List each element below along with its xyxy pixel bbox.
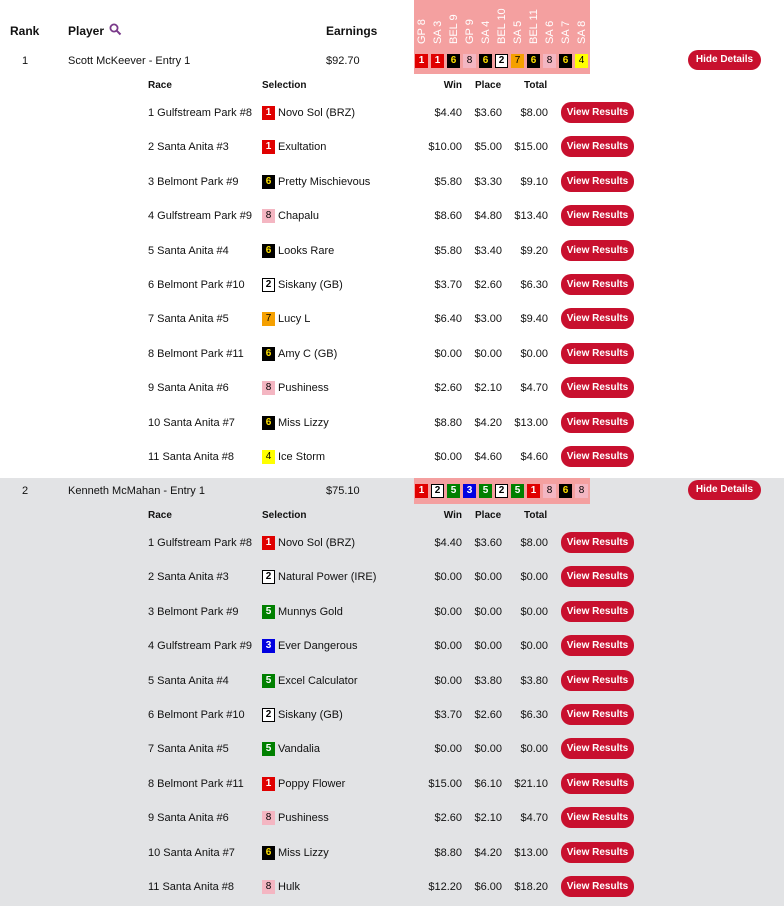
view-results-button[interactable]: View Results	[561, 842, 634, 863]
program-number-badge: 1	[262, 140, 275, 154]
place-payout: $6.00	[474, 880, 502, 893]
program-number-badge: 6	[262, 416, 275, 430]
program-number-badge: 5	[447, 484, 460, 498]
details-header-place: Place	[475, 80, 502, 91]
details-header-row	[0, 74, 784, 96]
program-number-badge: 1	[415, 54, 428, 68]
total-payout: $15.00	[514, 141, 548, 154]
place-payout: $3.60	[474, 107, 502, 119]
race-selection	[262, 742, 320, 756]
race-name: 6 Belmont Park #10	[148, 278, 245, 291]
race-detail-row	[0, 767, 784, 801]
details-header-row	[0, 504, 784, 526]
player-column-header: Player	[68, 24, 105, 38]
view-results-button[interactable]: View Results	[561, 308, 634, 329]
program-number-badge: 3	[463, 484, 476, 498]
details-header-selection: Selection	[262, 510, 307, 521]
win-payout: $12.20	[428, 880, 462, 893]
race-name: 2 Santa Anita #3	[148, 571, 229, 584]
program-number-badge: 2	[495, 54, 508, 68]
win-payout: $0.00	[434, 347, 462, 360]
details-header-total: Total	[524, 510, 548, 521]
race-column-header	[430, 0, 446, 48]
race-name: 4 Gulfstream Park #9	[148, 640, 252, 653]
total-payout: $9.10	[520, 175, 548, 188]
race-selection	[262, 605, 343, 619]
race-name: 6 Belmont Park #10	[148, 708, 245, 721]
program-number-badge: 8	[262, 381, 275, 395]
program-number-badge: 6	[479, 54, 492, 68]
win-payout: $0.00	[434, 640, 462, 653]
race-name: 8 Belmont Park #11	[148, 347, 244, 360]
program-number-badge: 1	[262, 536, 275, 550]
place-payout: $5.00	[474, 141, 502, 154]
view-results-button[interactable]: View Results	[561, 205, 634, 226]
horse-name: Natural Power (IRE)	[278, 571, 377, 584]
hide-details-button[interactable]: Hide Details	[688, 50, 761, 70]
view-results-button[interactable]: View Results	[561, 532, 634, 553]
race-name: 7 Santa Anita #5	[148, 743, 229, 756]
view-results-button[interactable]: View Results	[561, 670, 634, 691]
view-results-button[interactable]: View Results	[561, 412, 634, 433]
horse-name: Pretty Mischievous	[278, 175, 371, 188]
place-payout: $3.80	[474, 674, 502, 687]
race-detail-row	[0, 560, 784, 594]
race-selection	[262, 278, 343, 292]
total-payout: $0.00	[520, 347, 548, 360]
place-payout: $3.30	[474, 175, 502, 188]
details-header-race: Race	[148, 510, 172, 521]
win-payout: $8.60	[434, 210, 462, 223]
program-number-badge: 2	[262, 570, 275, 584]
race-column-label: GP 9	[464, 19, 476, 44]
race-selection	[262, 381, 329, 395]
win-payout: $4.40	[434, 537, 462, 549]
program-number-badge: 8	[543, 484, 556, 498]
view-results-button[interactable]: View Results	[561, 136, 634, 157]
place-payout: $6.10	[474, 777, 502, 790]
race-selection	[262, 416, 329, 430]
horse-name: Miss Lizzy	[278, 416, 329, 429]
program-number-badge: 8	[262, 880, 275, 894]
race-name: 5 Santa Anita #4	[148, 674, 229, 687]
win-payout: $15.00	[428, 777, 462, 790]
leaderboard-entry	[0, 48, 784, 474]
race-selection	[262, 570, 376, 584]
horse-name: Chapalu	[278, 210, 319, 223]
total-payout: $6.30	[520, 278, 548, 291]
horse-name: Vandalia	[278, 743, 320, 756]
race-column-header	[526, 0, 542, 48]
win-payout: $0.00	[434, 450, 462, 463]
horse-name: Siskany (GB)	[278, 708, 343, 721]
horse-name: Novo Sol (BRZ)	[278, 537, 356, 549]
program-number-badge: 1	[415, 484, 428, 498]
race-name: 9 Santa Anita #6	[148, 812, 229, 825]
race-column-header	[478, 0, 494, 48]
race-name: 11 Santa Anita #8	[148, 450, 235, 463]
details-header-total: Total	[524, 80, 548, 91]
race-detail-row	[0, 836, 784, 870]
details-header-race: Race	[148, 80, 172, 91]
horse-name: Novo Sol (BRZ)	[278, 107, 356, 119]
race-selection	[262, 639, 358, 653]
place-payout: $0.00	[474, 640, 502, 653]
program-number-badge: 5	[262, 605, 275, 619]
program-number-badge: 8	[463, 54, 476, 68]
race-detail-row	[0, 130, 784, 164]
place-payout: $3.60	[474, 537, 502, 549]
race-detail-row	[0, 268, 784, 302]
search-icon[interactable]	[109, 23, 122, 36]
race-detail-row	[0, 664, 784, 698]
race-column-label: BEL 9	[448, 14, 460, 44]
total-payout: $0.00	[520, 571, 548, 584]
win-payout: $2.60	[434, 812, 462, 825]
entry-summary-row	[0, 478, 784, 504]
race-column-label: BEL 10	[496, 8, 508, 44]
program-number-badge: 1	[262, 777, 275, 791]
race-detail-row	[0, 526, 784, 560]
place-payout: $3.40	[474, 244, 502, 257]
race-selection	[262, 347, 337, 361]
race-selection	[262, 312, 310, 326]
race-selection	[262, 450, 325, 464]
view-results-button[interactable]: View Results	[561, 773, 634, 794]
leaderboard-header	[0, 0, 784, 50]
total-payout: $18.20	[514, 880, 548, 893]
race-column-header	[510, 0, 526, 48]
horse-name: Amy C (GB)	[278, 347, 338, 360]
program-number-badge: 8	[575, 484, 588, 498]
view-results-button[interactable]: View Results	[561, 876, 634, 897]
horse-name: Excel Calculator	[278, 674, 358, 687]
place-payout: $2.60	[474, 708, 502, 721]
program-number-badge: 2	[495, 484, 508, 498]
program-number-badge: 6	[262, 175, 275, 189]
race-name: 3 Belmont Park #9	[148, 605, 239, 618]
view-results-button[interactable]: View Results	[561, 274, 634, 295]
race-detail-row	[0, 302, 784, 336]
horse-name: Pushiness	[278, 812, 329, 825]
place-payout: $0.00	[474, 605, 502, 618]
view-results-button[interactable]: View Results	[561, 566, 634, 587]
program-number-badge: 4	[575, 54, 588, 68]
race-detail-row	[0, 199, 784, 233]
view-results-button[interactable]: View Results	[561, 446, 634, 467]
race-detail-row	[0, 234, 784, 268]
race-column-label: SA 5	[512, 20, 524, 44]
win-payout: $0.00	[434, 674, 462, 687]
program-number-badge: 3	[262, 639, 275, 653]
race-column-label: SA 6	[544, 20, 556, 44]
win-payout: $10.00	[428, 141, 462, 154]
horse-name: Looks Rare	[278, 244, 335, 257]
race-name: 4 Gulfstream Park #9	[148, 210, 252, 223]
race-selection	[262, 175, 370, 189]
horse-name: Exultation	[278, 141, 327, 154]
horse-name: Lucy L	[278, 313, 311, 326]
race-selection	[262, 811, 329, 825]
race-selection	[262, 708, 343, 722]
race-name: 9 Santa Anita #6	[148, 382, 229, 395]
horse-name: Pushiness	[278, 382, 329, 395]
race-selection	[262, 536, 355, 550]
race-column-header	[462, 0, 478, 48]
race-column-header	[494, 0, 510, 48]
race-selection	[262, 777, 345, 791]
horse-name: Hulk	[278, 880, 301, 893]
program-number-badge: 6	[262, 846, 275, 860]
race-detail-row	[0, 96, 784, 130]
place-payout: $4.80	[474, 210, 502, 223]
race-selection	[262, 880, 300, 894]
view-results-button[interactable]: View Results	[561, 635, 634, 656]
race-detail-row	[0, 629, 784, 663]
race-column-header	[574, 0, 590, 48]
view-results-button[interactable]: View Results	[561, 343, 634, 364]
view-results-button[interactable]: View Results	[561, 704, 634, 725]
total-payout: $6.30	[520, 708, 548, 721]
race-column-header	[446, 0, 462, 48]
race-detail-row	[0, 870, 784, 904]
total-payout: $13.00	[514, 846, 548, 859]
place-payout: $4.60	[474, 450, 502, 463]
total-payout: $3.80	[520, 674, 548, 687]
entry-picks-strip	[414, 48, 590, 74]
race-detail-row	[0, 732, 784, 766]
total-payout: $4.70	[520, 382, 548, 395]
program-number-badge: 8	[543, 54, 556, 68]
place-payout: $2.10	[474, 812, 502, 825]
total-payout: $13.40	[514, 210, 548, 223]
place-payout: $3.00	[474, 313, 502, 326]
entry-earnings: $75.10	[326, 485, 360, 497]
race-detail-row	[0, 337, 784, 371]
race-name: 3 Belmont Park #9	[148, 175, 239, 188]
program-number-badge: 8	[262, 209, 275, 223]
win-payout: $2.60	[434, 382, 462, 395]
details-header-win: Win	[443, 510, 462, 521]
view-results-button[interactable]: View Results	[561, 601, 634, 622]
program-number-badge: 6	[447, 54, 460, 68]
race-detail-row	[0, 371, 784, 405]
total-payout: $4.70	[520, 812, 548, 825]
win-payout: $0.00	[434, 605, 462, 618]
total-payout: $8.00	[520, 107, 548, 119]
race-selection	[262, 674, 357, 688]
program-number-badge: 2	[262, 708, 275, 722]
entry-rank: 1	[22, 55, 29, 67]
program-number-badge: 4	[262, 450, 275, 464]
total-payout: $9.40	[520, 313, 548, 326]
total-payout: $8.00	[520, 537, 548, 549]
race-column-label: SA 4	[480, 20, 492, 44]
place-payout: $2.10	[474, 382, 502, 395]
race-selection	[262, 106, 355, 120]
total-payout: $13.00	[514, 416, 548, 429]
race-detail-row	[0, 801, 784, 835]
race-column-header	[414, 0, 430, 48]
win-payout: $5.80	[434, 175, 462, 188]
horse-name: Munnys Gold	[278, 605, 343, 618]
entry-player-name[interactable]: Scott McKeever - Entry 1	[68, 55, 191, 67]
race-name: 1 Gulfstream Park #8	[148, 107, 252, 119]
program-number-badge: 6	[527, 54, 540, 68]
race-name: 10 Santa Anita #7	[148, 846, 235, 859]
race-columns-header	[414, 0, 590, 48]
place-payout: $4.20	[474, 416, 502, 429]
win-payout: $0.00	[434, 743, 462, 756]
place-payout: $0.00	[474, 347, 502, 360]
win-payout: $0.00	[434, 571, 462, 584]
program-number-badge: 6	[559, 54, 572, 68]
race-detail-row	[0, 698, 784, 732]
program-number-badge: 2	[262, 278, 275, 292]
horse-name: Poppy Flower	[278, 777, 346, 790]
place-payout: $0.00	[474, 571, 502, 584]
rank-column-header: Rank	[10, 24, 40, 38]
race-column-header	[558, 0, 574, 48]
win-payout: $4.40	[434, 107, 462, 119]
race-column-label: SA 8	[576, 20, 588, 44]
entry-player-name[interactable]: Kenneth McMahan - Entry 1	[68, 485, 205, 497]
race-name: 8 Belmont Park #11	[148, 777, 244, 790]
race-name: 7 Santa Anita #5	[148, 313, 229, 326]
horse-name: Miss Lizzy	[278, 846, 329, 859]
race-selection	[262, 244, 334, 258]
race-name: 10 Santa Anita #7	[148, 416, 235, 429]
entry-summary-row	[0, 48, 784, 74]
place-payout: $2.60	[474, 278, 502, 291]
total-payout: $0.00	[520, 640, 548, 653]
race-selection	[262, 846, 329, 860]
win-payout: $8.80	[434, 846, 462, 859]
program-number-badge: 5	[511, 484, 524, 498]
race-column-label: BEL 11	[528, 9, 540, 44]
program-number-badge: 6	[262, 347, 275, 361]
view-results-button[interactable]: View Results	[561, 102, 634, 123]
race-name: 5 Santa Anita #4	[148, 244, 229, 257]
program-number-badge: 7	[511, 54, 524, 68]
program-number-badge: 8	[262, 811, 275, 825]
program-number-badge: 6	[559, 484, 572, 498]
win-payout: $5.80	[434, 244, 462, 257]
program-number-badge: 7	[262, 312, 275, 326]
race-detail-row	[0, 595, 784, 629]
race-selection	[262, 209, 319, 223]
program-number-badge: 5	[262, 742, 275, 756]
total-payout: $0.00	[520, 743, 548, 756]
program-number-badge: 2	[431, 484, 444, 498]
view-results-button[interactable]: View Results	[561, 738, 634, 759]
place-payout: $0.00	[474, 743, 502, 756]
race-name: 11 Santa Anita #8	[148, 880, 235, 893]
view-results-button[interactable]: View Results	[561, 171, 634, 192]
race-name: 1 Gulfstream Park #8	[148, 537, 252, 549]
program-number-badge: 1	[527, 484, 540, 498]
win-payout: $6.40	[434, 313, 462, 326]
race-column-label: GP 8	[416, 19, 428, 44]
program-number-badge: 1	[262, 106, 275, 120]
place-payout: $4.20	[474, 846, 502, 859]
horse-name: Ice Storm	[278, 450, 326, 463]
entry-picks-strip	[414, 478, 590, 504]
view-results-button[interactable]: View Results	[561, 240, 634, 261]
total-payout: $4.60	[520, 450, 548, 463]
earnings-column-header: Earnings	[326, 24, 378, 38]
race-column-label: SA 7	[560, 20, 572, 44]
view-results-button[interactable]: View Results	[561, 807, 634, 828]
win-payout: $8.80	[434, 416, 462, 429]
race-column-label: SA 3	[432, 20, 444, 44]
program-number-badge: 6	[262, 244, 275, 258]
horse-name: Siskany (GB)	[278, 278, 343, 291]
race-name: 2 Santa Anita #3	[148, 141, 229, 154]
program-number-badge: 5	[262, 674, 275, 688]
entry-earnings: $92.70	[326, 55, 360, 67]
leaderboard-entry	[0, 478, 784, 906]
details-header-win: Win	[443, 80, 462, 91]
race-column-header	[542, 0, 558, 48]
race-selection	[262, 140, 326, 154]
race-detail-row	[0, 165, 784, 199]
race-detail-row	[0, 406, 784, 440]
total-payout: $9.20	[520, 244, 548, 257]
details-header-place: Place	[475, 510, 502, 521]
win-payout: $3.70	[434, 278, 462, 291]
hide-details-button[interactable]: Hide Details	[688, 480, 761, 500]
program-number-badge: 5	[479, 484, 492, 498]
race-detail-row	[0, 440, 784, 474]
total-payout: $21.10	[514, 777, 548, 790]
total-payout: $0.00	[520, 605, 548, 618]
details-header-selection: Selection	[262, 80, 307, 91]
horse-name: Ever Dangerous	[278, 640, 358, 653]
view-results-button[interactable]: View Results	[561, 377, 634, 398]
program-number-badge: 1	[431, 54, 444, 68]
entry-rank: 2	[22, 485, 29, 497]
win-payout: $3.70	[434, 708, 462, 721]
